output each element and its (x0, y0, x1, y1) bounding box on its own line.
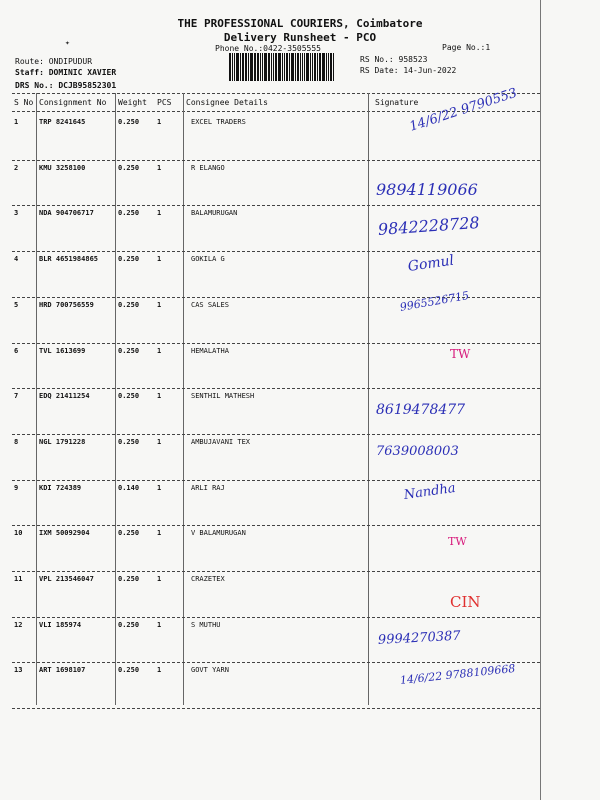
cell-consignee: GOVT YARN (191, 666, 229, 675)
cell-signature: 14/6/22 9788109668 (399, 662, 516, 688)
page-edge-line (540, 0, 541, 800)
cell-sno: 2 (14, 163, 19, 172)
cell-pcs: 1 (157, 163, 162, 172)
row-separator (12, 205, 540, 206)
cell-sno: 9 (14, 483, 19, 492)
cell-sno: 5 (14, 300, 19, 309)
cell-sno: 10 (14, 529, 23, 538)
cell-pcs: 1 (157, 666, 162, 675)
company-name: THE PROFESSIONAL COURIERS, Coimbatore (177, 17, 423, 30)
cell-weight: 0.250 (118, 163, 140, 172)
col-header-sno: S No (14, 98, 34, 107)
cell-sno: 3 (14, 209, 19, 218)
cell-signature: 14/6/22 9790553 (407, 85, 519, 135)
cell-signature: CIN (450, 593, 481, 611)
cell-consignment-no: NGL 1791228 (39, 437, 86, 446)
cell-consignee: EXCEL TRADERS (191, 118, 246, 126)
cell-pcs: 1 (157, 346, 162, 355)
cell-sno: 8 (14, 437, 19, 446)
cell-signature: Gomul (406, 252, 456, 276)
cell-sno: 6 (14, 346, 19, 355)
cell-sno: 11 (14, 575, 23, 583)
cell-pcs: 1 (157, 255, 162, 264)
cell-weight: 0.250 (118, 346, 140, 355)
row-separator (12, 434, 540, 435)
row-separator (12, 571, 540, 572)
cell-signature: TW (448, 535, 467, 549)
cell-consignment-no: TVL 1613699 (39, 346, 86, 355)
column-divider (368, 93, 369, 705)
cell-sno: 12 (14, 620, 23, 629)
col-header-consignee: Consignee Details (186, 98, 268, 107)
column-divider (183, 93, 184, 705)
cell-consignee: ARLI RAJ (191, 483, 225, 492)
cell-weight: 0.250 (118, 529, 140, 538)
staff-label: Staff: DOMINIC XAVIER (15, 68, 117, 77)
cell-consignment-no: TRP 8241645 (39, 118, 86, 126)
cell-consignment-no: ART 1698107 (39, 666, 86, 675)
cell-sno: 4 (14, 255, 19, 264)
cell-pcs: 1 (157, 209, 162, 218)
cell-consignee: SENTHIL MATHESH (191, 392, 255, 401)
cell-consignee: V BALAMURUGAN (191, 529, 246, 538)
row-separator (12, 388, 540, 389)
cell-weight: 0.250 (118, 620, 140, 629)
cell-consignment-no: KMU 3258100 (39, 163, 86, 172)
cell-signature: 7639008003 (376, 443, 459, 459)
page-number: Page No.:1 (442, 43, 491, 52)
cell-consignee: GOKILA G (191, 255, 225, 264)
row-separator (12, 525, 540, 526)
cell-consignee: S MUTHU (191, 620, 221, 629)
cell-consignee: CRAZETEX (191, 575, 225, 583)
cell-weight: 0.250 (118, 118, 140, 126)
cell-consignment-no: VLI 185974 (39, 620, 82, 629)
stray-mark-icon: ✦ (65, 38, 70, 47)
cell-consignment-no: NDA 904706717 (39, 209, 94, 218)
cell-pcs: 1 (157, 529, 162, 538)
cell-consignee: HEMALATHA (191, 346, 229, 355)
cell-weight: 0.250 (118, 575, 140, 583)
cell-signature: 9994270387 (377, 628, 461, 648)
cell-consignee: CAS SALES (191, 300, 229, 309)
row-separator (12, 480, 540, 481)
col-header-pcs: PCS (157, 98, 172, 107)
col-header-weight: Weight (118, 98, 147, 107)
col-header-consignment: Consignment No (39, 98, 107, 107)
row-separator (12, 617, 540, 618)
cell-sno: 1 (14, 118, 19, 126)
cell-consignee: R ELANGO (191, 163, 225, 172)
cell-weight: 0.250 (118, 255, 140, 264)
row-separator (12, 708, 540, 709)
cell-weight: 0.250 (118, 300, 140, 309)
cell-pcs: 1 (157, 118, 162, 126)
rs-number: RS No.: 958523 (360, 55, 428, 64)
row-separator (12, 251, 540, 252)
cell-pcs: 1 (157, 392, 162, 401)
cell-consignment-no: HRD 700756559 (39, 300, 94, 309)
cell-sno: 7 (14, 392, 19, 401)
rs-date: RS Date: 14-Jun-2022 (360, 66, 457, 75)
cell-signature: 9965526715 (398, 288, 471, 314)
cell-weight: 0.250 (118, 209, 140, 218)
column-divider (115, 93, 116, 705)
cell-signature: 8619478477 (376, 402, 466, 419)
cell-weight: 0.250 (118, 437, 140, 446)
cell-consignment-no: BLR 4651984865 (39, 255, 99, 264)
column-divider (36, 93, 37, 705)
cell-pcs: 1 (157, 300, 162, 309)
cell-signature: Nandha (402, 480, 457, 503)
col-header-signature: Signature (375, 98, 419, 107)
phone-number: Phone No.:0422-3505555 (215, 44, 321, 53)
row-separator (12, 662, 540, 663)
document-title: Delivery Runsheet - PCO (223, 31, 377, 44)
cell-signature: 9894119066 (376, 179, 478, 199)
cell-signature: 9842228728 (377, 213, 481, 240)
cell-signature: TW (450, 346, 471, 361)
barcode-icon (229, 53, 335, 81)
cell-consignment-no: EDQ 21411254 (39, 392, 90, 401)
cell-consignment-no: VPL 213546047 (39, 575, 94, 583)
cell-sno: 13 (14, 666, 23, 675)
cell-pcs: 1 (157, 437, 162, 446)
cell-pcs: 1 (157, 620, 162, 629)
table-top-rule (12, 93, 540, 94)
cell-pcs: 1 (157, 575, 162, 583)
cell-consignee: AMBUJAVANI TEX (191, 437, 251, 446)
cell-pcs: 1 (157, 483, 162, 492)
cell-weight: 0.250 (118, 666, 140, 675)
cell-consignee: BALAMURUGAN (191, 209, 238, 218)
cell-consignment-no: KDI 724389 (39, 483, 82, 492)
row-separator (12, 343, 540, 344)
drs-number: DRS No.: DCJB95852301 (15, 81, 117, 90)
cell-weight: 0.250 (118, 392, 140, 401)
cell-weight: 0.140 (118, 483, 140, 492)
route-label: Route: ONDIPUDUR (15, 57, 93, 66)
row-separator (12, 160, 540, 161)
cell-consignment-no: IXM 50092904 (39, 529, 90, 538)
